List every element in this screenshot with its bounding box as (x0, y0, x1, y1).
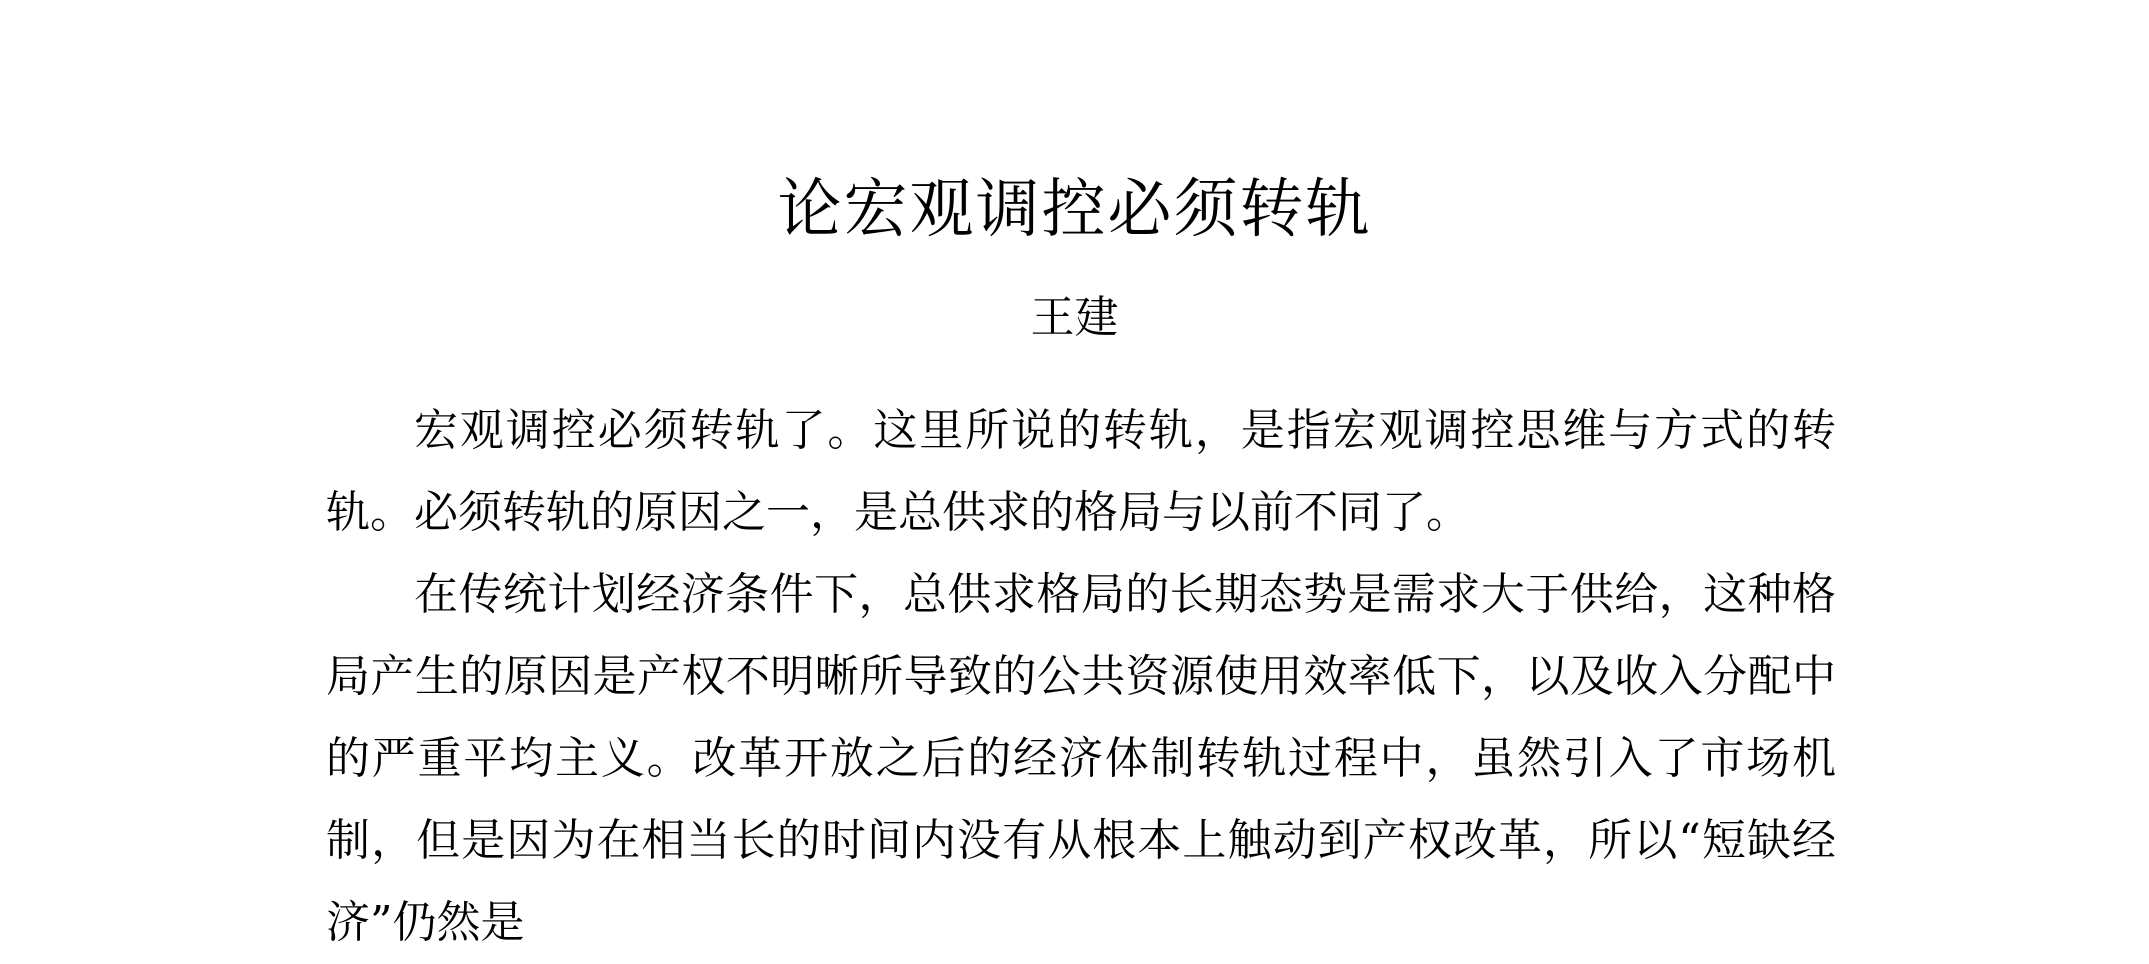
paragraph-2: 必须转轨的原因之一，是总供求的格局与以前不同了。 (414, 487, 1470, 538)
document-body (326, 0, 1836, 948)
paragraph-3: 在传统计划经济条件下，总供求格局的长期态势是需求大于供给，这种格局产生的原因是产权不明晰所导致的公共资源使用效率低下，以及收入分配中的严重平均主义。改革开放之后的经济体制转轨过程中，虽然引入了市场机制，但是因为在相当长的时间内没有从根本上触动到产权改革，所以“短缺经济”仍然是 (326, 569, 1836, 948)
document-title: 论宏观调控必须转轨 (777, 173, 1372, 247)
document-author: 王建 (1030, 292, 1119, 343)
paragraph-1: 宏观调控必须转轨了。这里所说的转轨，是指宏观调控思维与方式的转轨。 (326, 405, 1836, 538)
